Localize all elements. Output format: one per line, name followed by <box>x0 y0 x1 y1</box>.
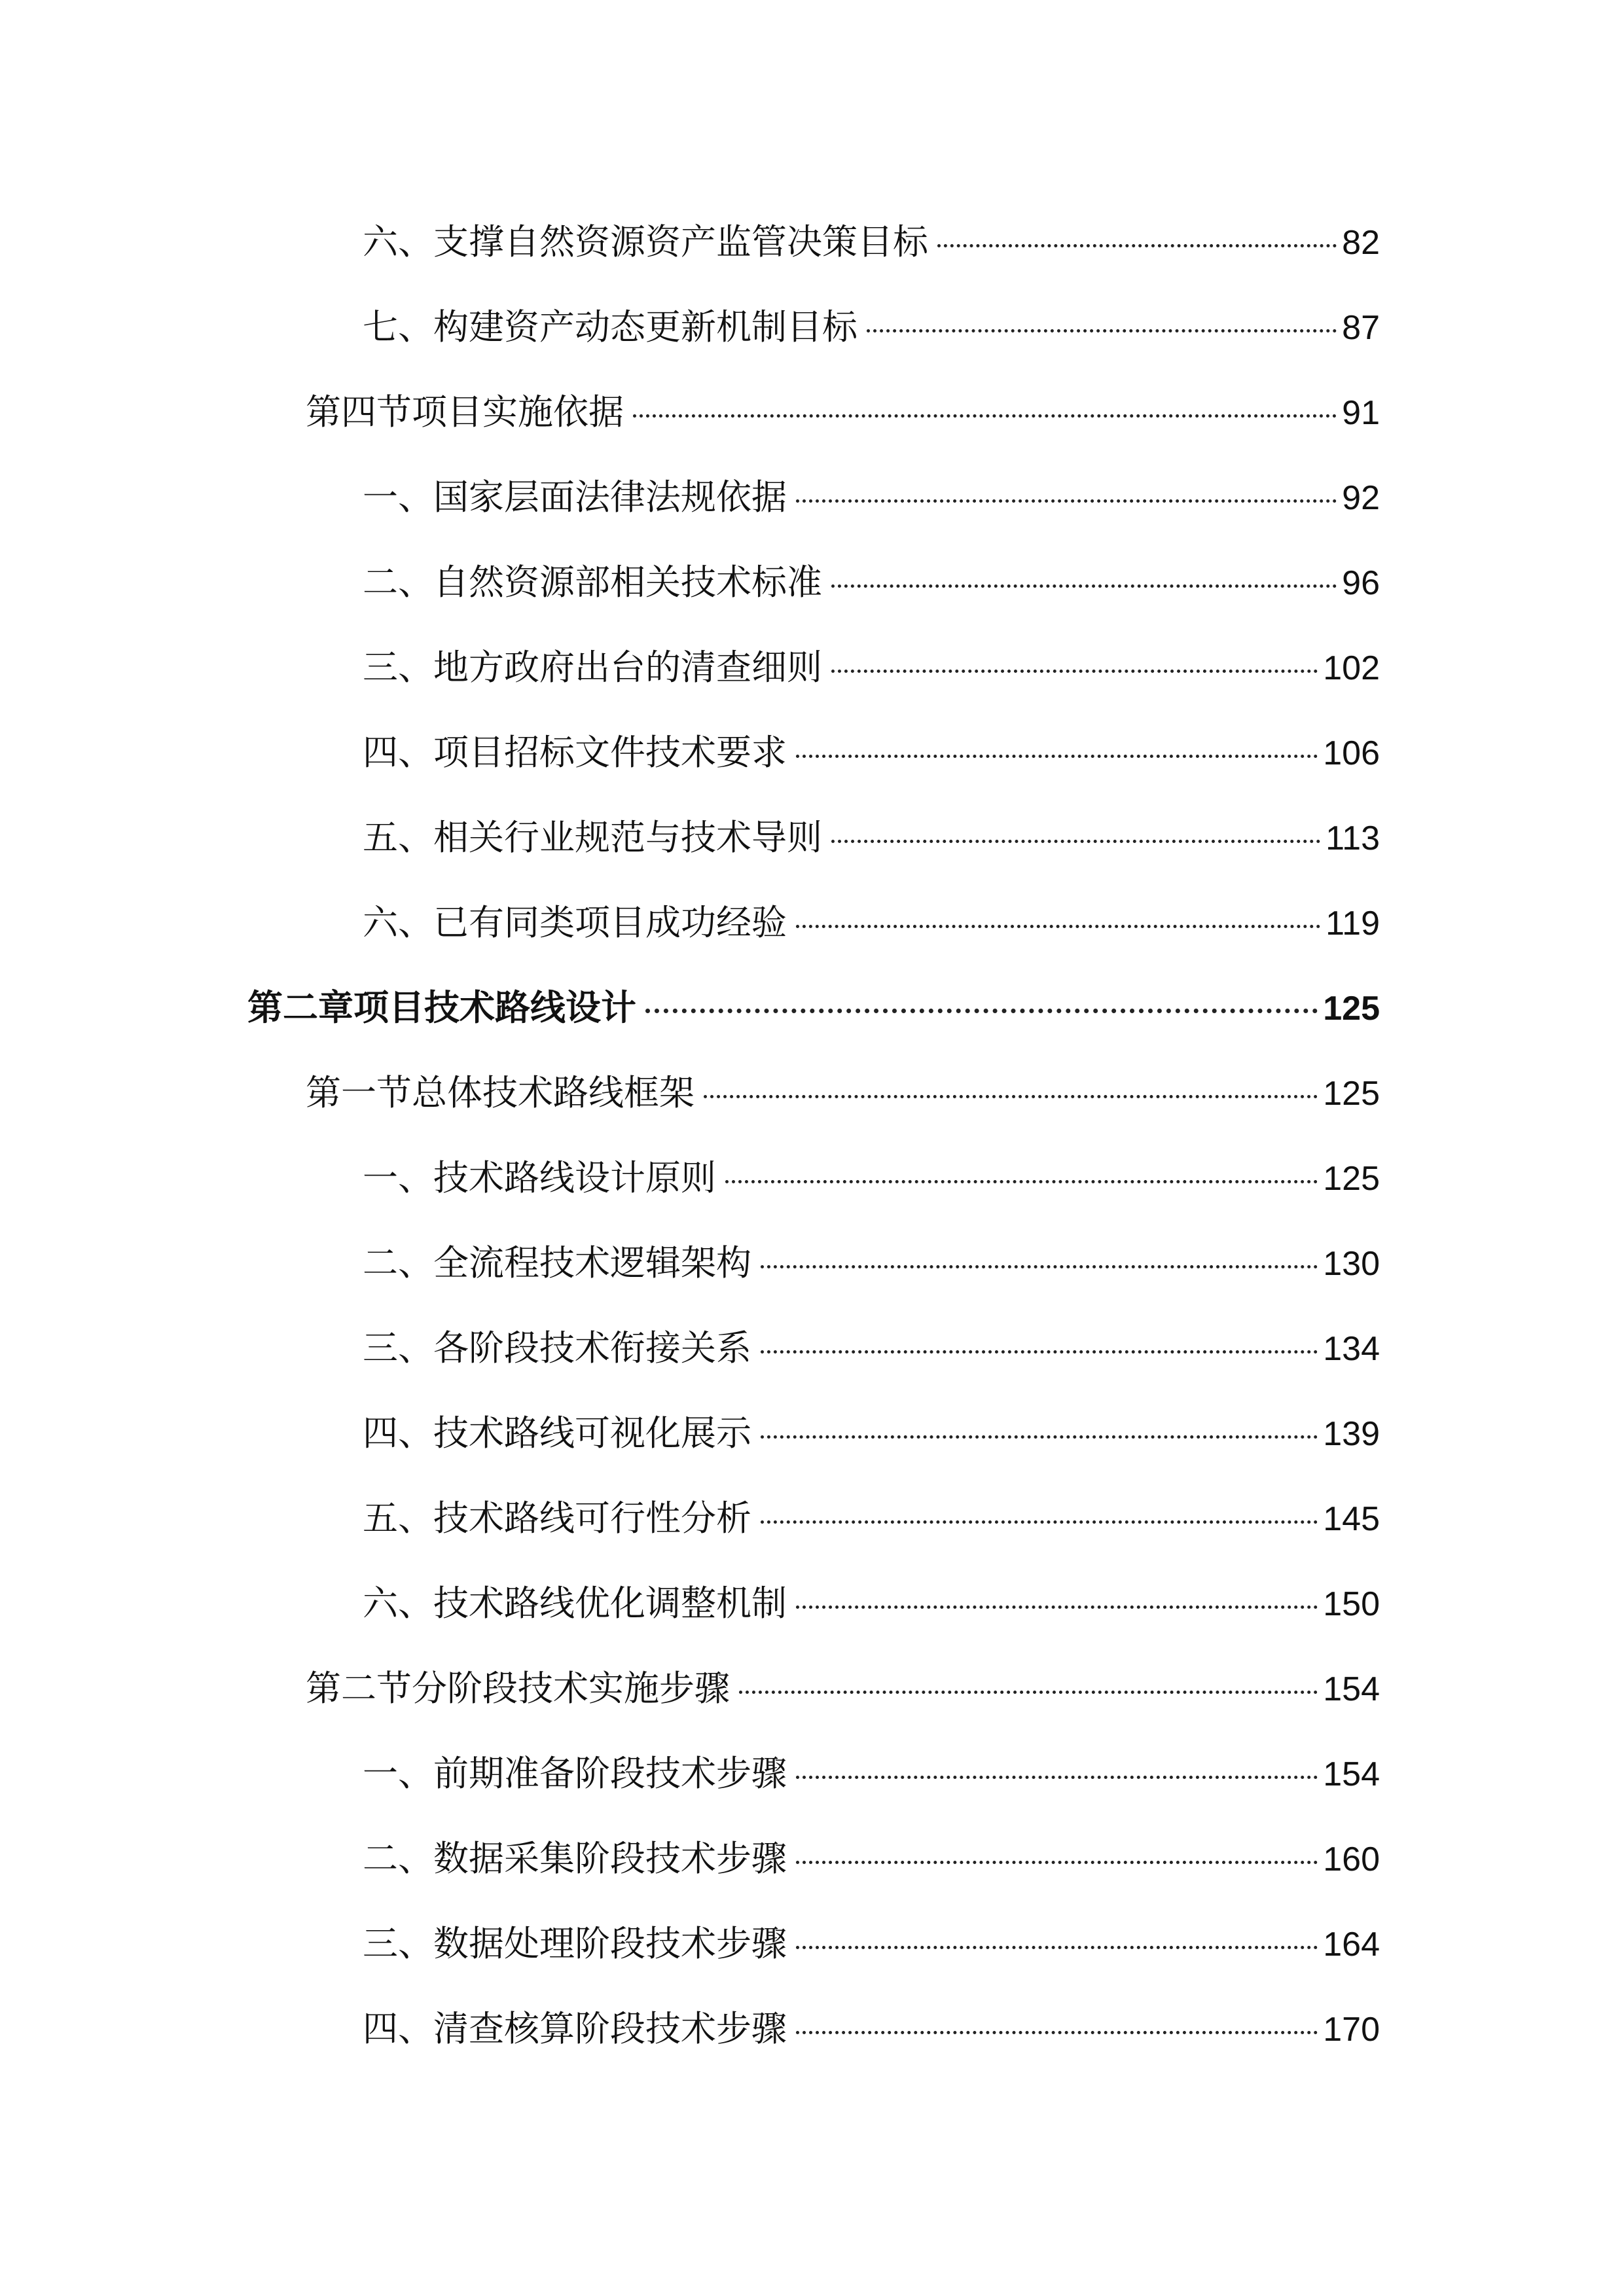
toc-leader-dots <box>796 499 1337 503</box>
toc-leader-dots <box>796 1946 1318 1949</box>
toc-entry-title: 三、数据处理阶段技术步骤 <box>363 1923 787 1964</box>
toc-entry-title: 二、自然资源部相关技术标准 <box>363 562 822 603</box>
toc-leader-dots <box>761 1265 1318 1268</box>
toc-entry-page: 113 <box>1326 819 1380 857</box>
toc-entry-page: 96 <box>1342 564 1380 602</box>
toc-entry-page: 102 <box>1323 649 1380 687</box>
toc-entry-title: 第二节分阶段技术实施步骤 <box>306 1668 730 1709</box>
toc-entry-title: 一、技术路线设计原则 <box>363 1157 716 1198</box>
toc-entry[interactable] <box>363 301 1380 353</box>
toc-entry[interactable] <box>363 1152 1380 1204</box>
toc-entry-title: 四、技术路线可视化展示 <box>363 1412 751 1454</box>
toc-leader-dots <box>645 1009 1318 1013</box>
toc-entry-title: 七、构建资产动态更新机制目标 <box>363 306 857 348</box>
toc-entry-page: 164 <box>1323 1926 1380 1964</box>
toc-entry-page: 154 <box>1323 1755 1380 1793</box>
toc-entry-page: 150 <box>1323 1585 1380 1623</box>
toc-leader-dots <box>739 1691 1318 1694</box>
toc-entry[interactable] <box>363 812 1380 864</box>
toc-entry-title: 一、国家层面法律法规依据 <box>363 476 787 518</box>
toc-entry[interactable] <box>363 1237 1380 1289</box>
toc-leader-dots <box>704 1095 1318 1098</box>
toc-entry[interactable] <box>306 1067 1380 1119</box>
toc-entry[interactable] <box>363 1833 1380 1885</box>
toc-entry-title: 第四节项目实施依据 <box>306 391 624 433</box>
toc-entry-title: 二、数据采集阶段技术步骤 <box>363 1838 787 1879</box>
toc-entry-page: 139 <box>1323 1415 1380 1453</box>
toc-entry-title: 二、全流程技术逻辑架构 <box>363 1242 751 1283</box>
toc-leader-dots <box>761 1350 1318 1354</box>
toc-entry[interactable] <box>363 1322 1380 1374</box>
toc-entry[interactable] <box>363 641 1380 694</box>
toc-leader-dots <box>796 925 1320 928</box>
toc-entry-title: 四、清查核算阶段技术步骤 <box>363 2008 787 2049</box>
toc-entry-page: 125 <box>1323 1075 1380 1113</box>
toc-entry-page: 106 <box>1323 734 1380 772</box>
toc-entry-title: 五、相关行业规范与技术导则 <box>363 817 822 858</box>
toc-entry-title: 三、地方政府出台的清查细则 <box>363 647 822 688</box>
toc-entry[interactable] <box>363 2003 1380 2055</box>
toc-leader-dots <box>796 755 1318 758</box>
toc-chapter-entry[interactable] <box>247 982 1380 1034</box>
toc-entry-page: 91 <box>1342 394 1380 432</box>
toc-entry-page: 119 <box>1326 905 1380 942</box>
toc-entry-title: 六、已有同类项目成功经验 <box>363 902 787 943</box>
toc-entry-page: 125 <box>1323 990 1380 1028</box>
toc-entry-page: 87 <box>1342 309 1380 347</box>
toc-entry-page: 92 <box>1342 479 1380 517</box>
toc-leader-dots <box>725 1180 1318 1183</box>
toc-leader-dots <box>831 584 1337 588</box>
toc-leader-dots <box>831 670 1318 673</box>
toc-entry[interactable] <box>306 386 1380 439</box>
toc-entry-page: 82 <box>1342 224 1380 262</box>
toc-entry[interactable] <box>306 1662 1380 1715</box>
toc-entry[interactable] <box>363 1407 1380 1460</box>
toc-leader-dots <box>831 840 1320 843</box>
toc-entry[interactable] <box>363 1577 1380 1630</box>
toc-leader-dots <box>761 1520 1318 1524</box>
toc-entry[interactable] <box>363 471 1380 524</box>
toc-leader-dots <box>937 244 1337 247</box>
toc-entry-page: 130 <box>1323 1245 1380 1283</box>
toc-entry-title: 三、各阶段技术衔接关系 <box>363 1327 751 1369</box>
toc-entry-page: 145 <box>1323 1500 1380 1538</box>
toc-leader-dots <box>796 1605 1318 1609</box>
toc-leader-dots <box>796 1861 1318 1864</box>
toc-entry-title: 六、支撑自然资源资产监管决策目标 <box>363 221 928 262</box>
toc-entry-page: 134 <box>1323 1330 1380 1368</box>
toc-entry-page: 125 <box>1323 1160 1380 1198</box>
toc-entry-title: 五、技术路线可行性分析 <box>363 1498 751 1539</box>
toc-entry[interactable] <box>363 1492 1380 1545</box>
toc-leader-dots <box>796 2031 1318 2034</box>
toc-entry[interactable] <box>363 1748 1380 1800</box>
toc-entry[interactable] <box>363 1918 1380 1970</box>
toc-entry-title: 第一节总体技术路线框架 <box>306 1072 695 1113</box>
toc-entry[interactable] <box>363 897 1380 949</box>
toc-entry-page: 170 <box>1323 2011 1380 2049</box>
toc-entry[interactable] <box>363 726 1380 779</box>
toc-entry[interactable] <box>363 216 1380 268</box>
toc-entry-page: 160 <box>1323 1840 1380 1878</box>
toc-leader-dots <box>867 329 1337 332</box>
toc-entry[interactable] <box>363 556 1380 609</box>
toc-entry-title: 六、技术路线优化调整机制 <box>363 1583 787 1624</box>
toc-leader-dots <box>796 1776 1318 1779</box>
toc-entry-title: 第二章项目技术路线设计 <box>247 987 636 1028</box>
toc-leader-dots <box>633 414 1337 418</box>
toc-entry-title: 四、项目招标文件技术要求 <box>363 732 787 773</box>
toc-entry-title: 一、前期准备阶段技术步骤 <box>363 1753 787 1794</box>
toc-leader-dots <box>761 1435 1318 1439</box>
toc-entry-page: 154 <box>1323 1670 1380 1708</box>
